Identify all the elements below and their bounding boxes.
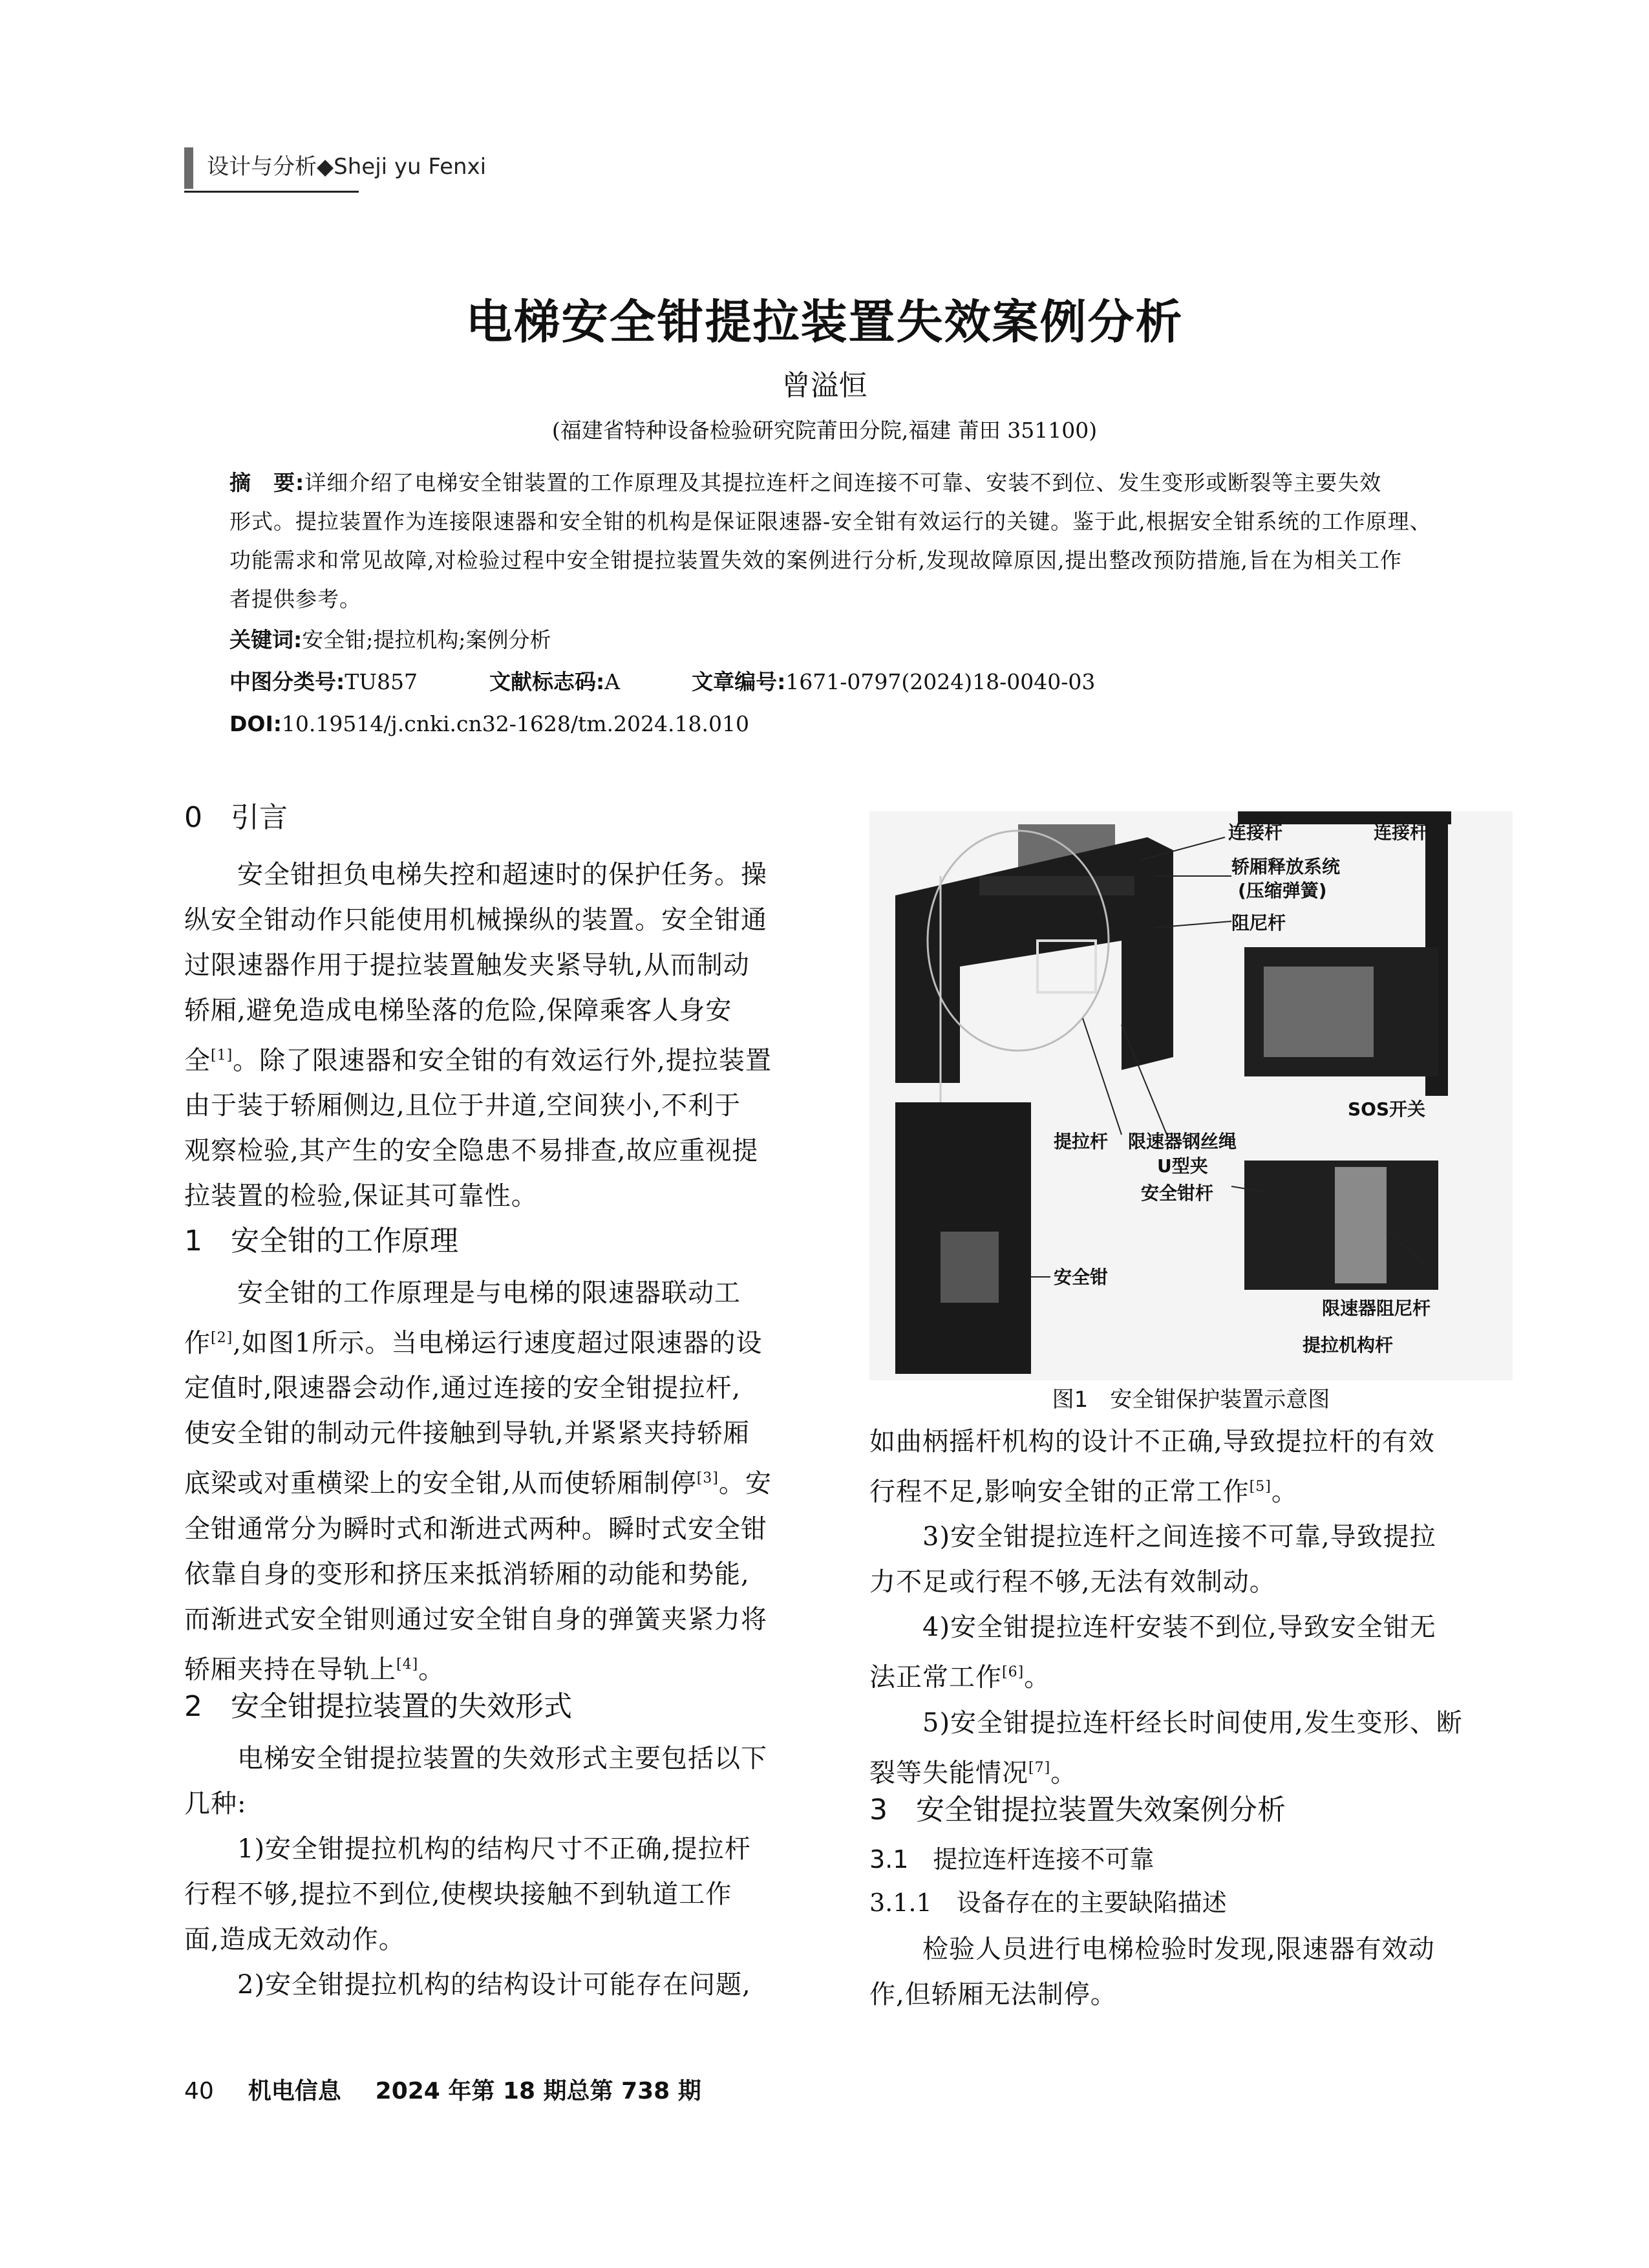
page-number: 40 bbox=[184, 2078, 214, 2104]
text-line: 依靠自身的变形和挤压来抵消轿厢的动能和势能, bbox=[184, 1559, 750, 1589]
label-u-clamp: U型夹 bbox=[1157, 1155, 1208, 1177]
article-author: 曾溢恒 bbox=[782, 369, 867, 402]
abstract-label: 摘 要: bbox=[229, 470, 305, 495]
header-diamond: ◆ bbox=[317, 154, 334, 180]
header-section: 设计与分析 bbox=[207, 154, 317, 180]
header-rule bbox=[184, 191, 359, 193]
label-car-release: 轿厢释放系统 bbox=[1231, 856, 1341, 877]
text-line: 作,但轿厢无法制停。 bbox=[869, 1980, 1117, 2009]
header-bar bbox=[184, 147, 193, 189]
label-link-rod: 连接杆 bbox=[1228, 822, 1283, 843]
label-safety-gear: 安全钳 bbox=[1054, 1267, 1109, 1288]
doi-label: DOI: bbox=[229, 711, 282, 736]
text-line: 面,造成无效动作。 bbox=[184, 1925, 405, 1954]
doi-value: 10.19514/j.cnki.cn32-1628/tm.2024.18.010 bbox=[281, 711, 749, 736]
text-line: 行程不够,提拉不到位,使楔块接触不到轨道工作 bbox=[184, 1879, 732, 1909]
figure-caption: 图1 安全钳保护装置示意图 bbox=[1052, 1387, 1330, 1413]
text-line: 裂等失能情况[7]。 bbox=[869, 1757, 1078, 1788]
subsection-heading-3-1-1: 3.1.1 设备存在的主要缺陷描述 bbox=[869, 1888, 1227, 1917]
text-line: 力不足或行程不够,无法有效制动。 bbox=[869, 1567, 1276, 1598]
text-line: 由于装于轿厢侧边,且位于井道,空间狭小,不利于 bbox=[184, 1091, 741, 1121]
text-line: 4)安全钳提拉连杆安装不到位,导致安全钳无 bbox=[869, 1612, 1436, 1643]
label-damper: 阻尼杆 bbox=[1231, 912, 1286, 934]
text-line: 几种: bbox=[184, 1789, 247, 1819]
keywords-value: 安全钳;提拉机构;案例分析 bbox=[302, 627, 551, 652]
text-line: 使安全钳的制动元件接触到导轨,并紧紧夹持轿厢 bbox=[184, 1418, 750, 1449]
keywords bbox=[229, 624, 551, 656]
label-governor-rope: 限速器钢丝绳 bbox=[1128, 1131, 1237, 1152]
section-heading-3: 3 安全钳提拉装置失效案例分析 bbox=[869, 1793, 1286, 1826]
text-line: 观察检验,其产生的安全隐患不易排查,故应重视提 bbox=[184, 1136, 759, 1166]
header-pinyin: Sheji yu Fenxi bbox=[334, 154, 487, 180]
right-column-body bbox=[869, 1419, 1513, 1795]
text-line: 定值时,限速器会动作,通过连接的安全钳提拉杆, bbox=[184, 1373, 741, 1404]
label-pull-rod: 提拉杆 bbox=[1054, 1131, 1109, 1152]
text-line: 如曲柄摇杆机构的设计不正确,导致提拉杆的有效 bbox=[869, 1427, 1435, 1457]
text-line: 检验人员进行电梯检验时发现,限速器有效动 bbox=[869, 1934, 1435, 1964]
text-line: 底梁或对重横梁上的安全钳,从而使轿厢制停[3]。安 bbox=[184, 1468, 772, 1499]
text-line: 1)安全钳提拉机构的结构尺寸不正确,提拉杆 bbox=[184, 1834, 751, 1864]
text-line: 安全钳的工作原理是与电梯的限速器联动工 bbox=[184, 1278, 741, 1308]
running-header bbox=[207, 150, 486, 184]
article-title: 电梯安全钳提拉装置失效案例分析 bbox=[465, 295, 1184, 349]
subsection-3-1-1-body bbox=[869, 1927, 1513, 2017]
doi bbox=[229, 708, 749, 740]
keywords-label: 关键词: bbox=[229, 627, 303, 652]
section-0-body bbox=[184, 852, 827, 1219]
abstract-line: 功能需求和常见故障,对检验过程中安全钳提拉装置失效的案例进行分析,发现故障原因,提出整改预防措施,旨在为相关工作 bbox=[229, 548, 1402, 573]
text-line: 2)安全钳提拉机构的结构设计可能存在问题, bbox=[184, 1970, 751, 2000]
section-heading-0: 0 引言 bbox=[184, 801, 288, 834]
section-1-body bbox=[184, 1270, 827, 1692]
section-heading-1: 1 安全钳的工作原理 bbox=[184, 1225, 458, 1257]
text-line: 3)安全钳提拉连杆之间连接不可靠,导致提拉 bbox=[869, 1522, 1436, 1552]
classification: 中图分类号:TU857 文献标志码:A 文章编号:1671-0797(2024)18-0040-03 bbox=[229, 669, 1096, 694]
journal-name: 机电信息 bbox=[248, 2078, 341, 2104]
text-line: 法正常工作[6]。 bbox=[869, 1662, 1051, 1693]
label-mechanism-rod: 提拉机构杆 bbox=[1303, 1334, 1394, 1356]
text-line: 轿厢,避免造成电梯坠落的危险,保障乘客人身安 bbox=[184, 996, 732, 1025]
figure-1 bbox=[869, 811, 1513, 1380]
text-line: 过限速器作用于提拉装置触发夹紧导轨,从而制动 bbox=[184, 950, 750, 980]
safety-gear-illustration bbox=[869, 811, 1513, 1380]
article-affiliation: (福建省特种设备检验研究院莆田分院,福建 莆田 351100) bbox=[551, 418, 1098, 443]
label-gear-rod: 安全钳杆 bbox=[1141, 1182, 1214, 1204]
page-footer bbox=[184, 2075, 701, 2108]
journal-issue: 2024 年第 18 期总第 738 期 bbox=[375, 2078, 701, 2104]
label-link-rod-right: 连接杆 bbox=[1374, 822, 1429, 843]
section-2-body bbox=[184, 1736, 827, 2007]
abstract-line: 摘 要:详细介绍了电梯安全钳装置的工作原理及其提拉连杆之间连接不可靠、安装不到位、发生变形或断裂等主要失效 bbox=[229, 470, 1382, 495]
text-line: 安全钳担负电梯失控和超速时的保护任务。操 bbox=[184, 860, 767, 890]
subsection-heading-3-1: 3.1 提拉连杆连接不可靠 bbox=[869, 1845, 1154, 1874]
text-line: 作[2],如图1所示。当电梯运行速度超过限速器的设 bbox=[184, 1328, 763, 1358]
label-sos-switch: SOS开关 bbox=[1348, 1098, 1426, 1120]
text-line: 轿厢夹持在导轨上[4]。 bbox=[184, 1654, 445, 1684]
text-line: 拉装置的检验,保证其可靠性。 bbox=[184, 1181, 538, 1212]
abstract-line: 者提供参考。 bbox=[229, 586, 361, 612]
text-line: 5)安全钳提拉连杆经长时间使用,发生变形、断 bbox=[869, 1707, 1463, 1738]
label-spring: (压缩弹簧) bbox=[1238, 880, 1327, 901]
text-line: 全[1]。除了限速器和安全钳的有效运行外,提拉装置 bbox=[184, 1045, 772, 1076]
section-heading-2: 2 安全钳提拉装置的失效形式 bbox=[184, 1690, 572, 1723]
abstract-line: 形式。提拉装置作为连接限速器和安全钳的机构是保证限速器-安全钳有效运行的关键。鉴于此,根据安全钳系统的工作原理、 bbox=[229, 509, 1432, 534]
text-line: 而渐进式安全钳则通过安全钳自身的弹簧夹紧力将 bbox=[184, 1604, 767, 1634]
label-governor-damper: 限速器阻尼杆 bbox=[1322, 1298, 1431, 1319]
text-line: 行程不足,影响安全钳的正常工作[5]。 bbox=[869, 1477, 1298, 1507]
text-line: 电梯安全钳提拉装置的失效形式主要包括以下 bbox=[184, 1744, 767, 1773]
text-line: 纵安全钳动作只能使用机械操纵的装置。安全钳通 bbox=[184, 905, 767, 935]
text-line: 全钳通常分为瞬时式和渐进式两种。瞬时式安全钳 bbox=[184, 1514, 767, 1544]
